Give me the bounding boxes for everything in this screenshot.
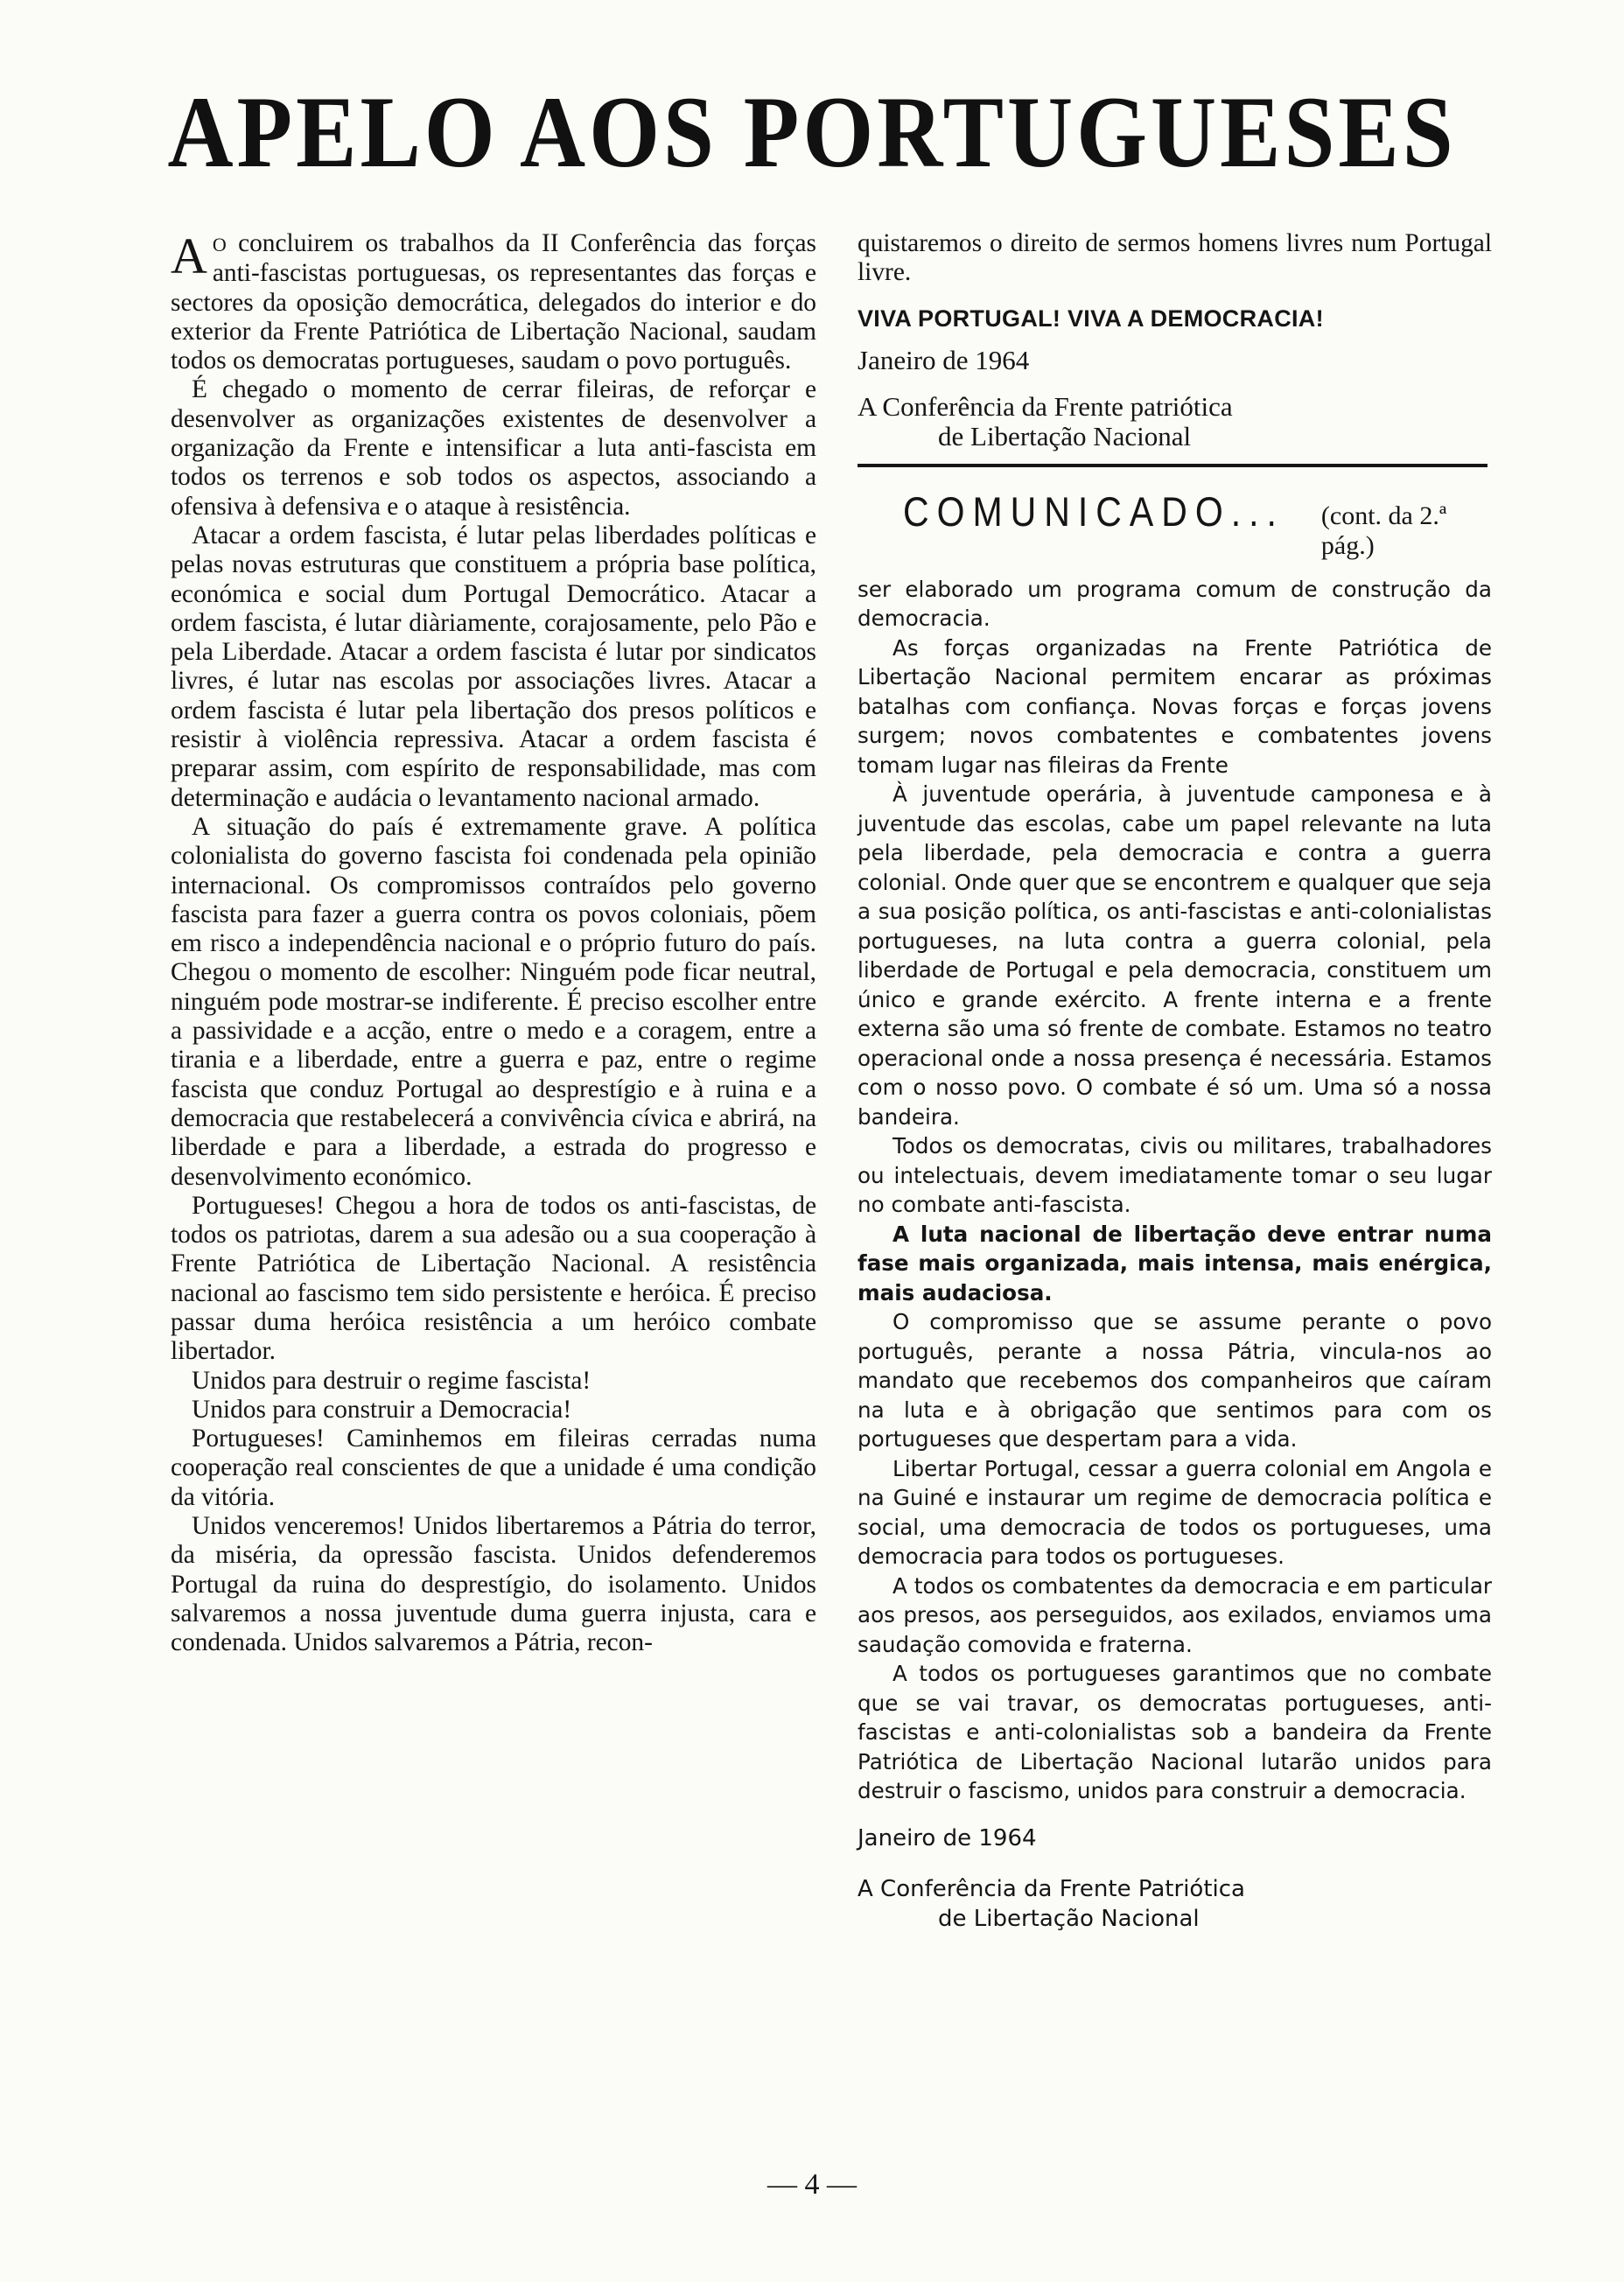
comunicado-date: Janeiro de 1964 bbox=[858, 1824, 1037, 1852]
paragraph: À juventude operária, à juventude camponesa e à juventude das escolas, cabe um papel relevante na luta pela liberdade, pela democracia e contra a guerra colonial. Onde quer que se encontrem e qualquer que seja a sua posição política, os anti-fascistas e anti-colonialistas portugueses, na luta contra a guerra colonial, pela liberdade de Portugal e pela democracia, constituem um único e grande exército. A frente interna e a frente externa são uma só frente de combate. Estamos no teatro operacional onde a nossa presença é necessária. Estamos com o nosso povo. O combate é só um. Uma só a nossa bandeira. bbox=[858, 781, 1492, 1130]
paragraph: A todos os portugueses garantimos que no combate que se vai travar, os democratas portugueses, anti-fascistas e anti-colonialistas sob a bandeira da Frente Patriótica de Libertação Nacional lutarão unidos para destruir o fascismo, unidos para construir a democracia. bbox=[858, 1661, 1492, 1804]
paragraph: Unidos para construir a Democracia! bbox=[192, 1395, 572, 1424]
left-column bbox=[171, 229, 816, 1658]
paragraph: As forças organizadas na Frente Patriótica de Libertação Nacional permitem encarar as próximas batalhas com confiança. Novas forças e forças jovens surgem; novos combatentes e combatentes jovens tomam lugar nas fileiras da Frente bbox=[858, 634, 1492, 778]
paragraph: Todos os democratas, civis ou militares, trabalhadores ou intelectuais, devem imediatamente tomar o seu lugar no combate anti-fascista. bbox=[858, 1133, 1492, 1218]
paragraph: Portugueses! Caminhemos em fileiras cerradas numa cooperação real conscientes de que a unidade é uma condição da vitória. bbox=[171, 1424, 816, 1511]
paragraph: O compromisso que se assume perante o povo português, perante a nossa Pátria, vincula-nos ao mandato que recebemos dos companheiros que caíram na luta e à obrigação que sentimos para com os portugueses que despertam para a vida. bbox=[858, 1309, 1492, 1452]
page-number: — 4 — bbox=[767, 2168, 857, 2201]
paragraph: Atacar a ordem fascista, é lutar pelas liberdades políticas e pelas novas estruturas que constituem a própria base política, económica e social dum Portugal Democrático. Atacar a ordem fascista, é lutar diàriamente, corajosamente, pelo Pão e pela Liberdade. Atacar a ordem fascista é lutar por sindicatos livres, é lutar nas escolas por associações livres. Atacar a ordem fascista é lutar pela libertação dos presos políticos e resistir à violência repressiva. Atacar a ordem fascista é preparar assim, com espírito de responsabilidade, mas com determinação e audácia o levantamento nacional armado. bbox=[171, 521, 816, 812]
paragraph: quistaremos o direito de sermos homens livres num Portugal livre. bbox=[858, 229, 1492, 287]
apelo-continuation bbox=[858, 229, 1492, 288]
comunicado-header bbox=[858, 488, 1492, 561]
paragraph: É chegado o momento de cerrar fileiras, de reforçar e desenvolver as organizações existentes de desenvolver a organização da Frente e intensificar a luta anti-fascista em todos os terrenos e sob todos os aspectos, associando a ofensiva à defensiva e o ataque à resistência. bbox=[171, 375, 816, 521]
apelo-date: Janeiro de 1964 bbox=[858, 344, 1030, 375]
drop-cap: A bbox=[171, 228, 207, 284]
comunicado-title: COMUNICADO... bbox=[903, 488, 1284, 535]
paragraph-bold: A luta nacional de libertação deve entrar numa fase mais organizada, mais intensa, mais enérgica, mais audaciosa. bbox=[858, 1221, 1492, 1306]
apelo-signature bbox=[858, 392, 1492, 452]
signature-line: A Conferência da Frente Patriótica bbox=[858, 1875, 1245, 1902]
paragraph: A todos os combatentes da democracia e em particular aos presos, aos perseguidos, aos exilados, enviamos uma saudação comovida e fraterna. bbox=[858, 1572, 1492, 1657]
section-divider bbox=[858, 464, 1488, 467]
signature-line: de Libertação Nacional bbox=[938, 1905, 1200, 1932]
signature-line: A Conferência da Frente patriótica bbox=[858, 390, 1233, 422]
comunicado-signature bbox=[858, 1874, 1492, 1934]
intro-paragraph bbox=[171, 229, 816, 375]
page-title: APELO AOS PORTUGUESES bbox=[167, 76, 1457, 189]
paragraph: Libertar Portugal, cessar a guerra colonial em Angola e na Guiné e instaurar um regime de democracia política e social, uma democracia de todos os portugueses, uma democracia para todos os portugueses. bbox=[858, 1455, 1492, 1570]
paragraph: Portugueses! Chegou a hora de todos os anti-fascistas, de todos os patriotas, darem a sua adesão ou a sua cooperação à Frente Patriótica de Libertação Nacional. A resistência nacional ao fascismo tem sido persistente e heróica. É preciso passar duma heróica resistência a um heróico combate libertador. bbox=[171, 1191, 816, 1366]
paragraph: A situação do país é extremamente grave. A política colonialista do governo fascista foi condenada pela opinião internacional. Os compromissos contraídos pelo governo fascista para fazer a guerra contra os povos coloniais, põem em risco a independência nacional e o próprio futuro do país. Chegou o momento de escolher: Ninguém pode ficar neutral, ninguém pode mostrar-se indiferente. É preciso escolher entre a passividade e a acção, entre o medo e a coragem, entre a tirania e a liberdade, entre a guerra e paz, entre o regime fascista que conduz Portugal ao desprestígio e à ruina e a democracia que restabelecerá a convivência cívica e abrirá, na liberdade e para a liberdade, a estrada do progresso e desenvolvimento económico. bbox=[171, 812, 816, 1191]
paragraph: ser elaborado um programa comum de construção da democracia. bbox=[858, 576, 1492, 632]
continuation-note: (cont. da 2.ª pág.) bbox=[1320, 500, 1447, 560]
signature-line: de Libertação Nacional bbox=[938, 420, 1192, 452]
viva-slogan: VIVA PORTUGAL! VIVA A DEMOCRACIA! bbox=[858, 304, 1324, 332]
drop-cap-lead: O bbox=[212, 234, 227, 256]
comunicado-body bbox=[858, 575, 1492, 1806]
paragraph: Unidos para destruir o regime fascista! bbox=[192, 1366, 592, 1395]
paragraph: Unidos venceremos! Unidos libertaremos a Pátria do terror, da miséria, da opressão fascista. Unidos defenderemos Portugal da ruina do desprestígio, do isolamento. Unidos salvaremos a nossa juventude duma guerra injusta, cara e condenada. Unidos salvaremos a Pátria, recon- bbox=[171, 1512, 816, 1657]
right-column bbox=[858, 229, 1492, 1934]
paragraph-text: concluirem os trabalhos da II Conferência das forças anti-fascistas portuguesas, os representantes das forças e sectores da oposição democrática, delegados do interior e do exterior da Frente Patriótica de Libertação Nacional, saudam todos os democratas portugueses, saudam o povo português. bbox=[171, 229, 816, 375]
